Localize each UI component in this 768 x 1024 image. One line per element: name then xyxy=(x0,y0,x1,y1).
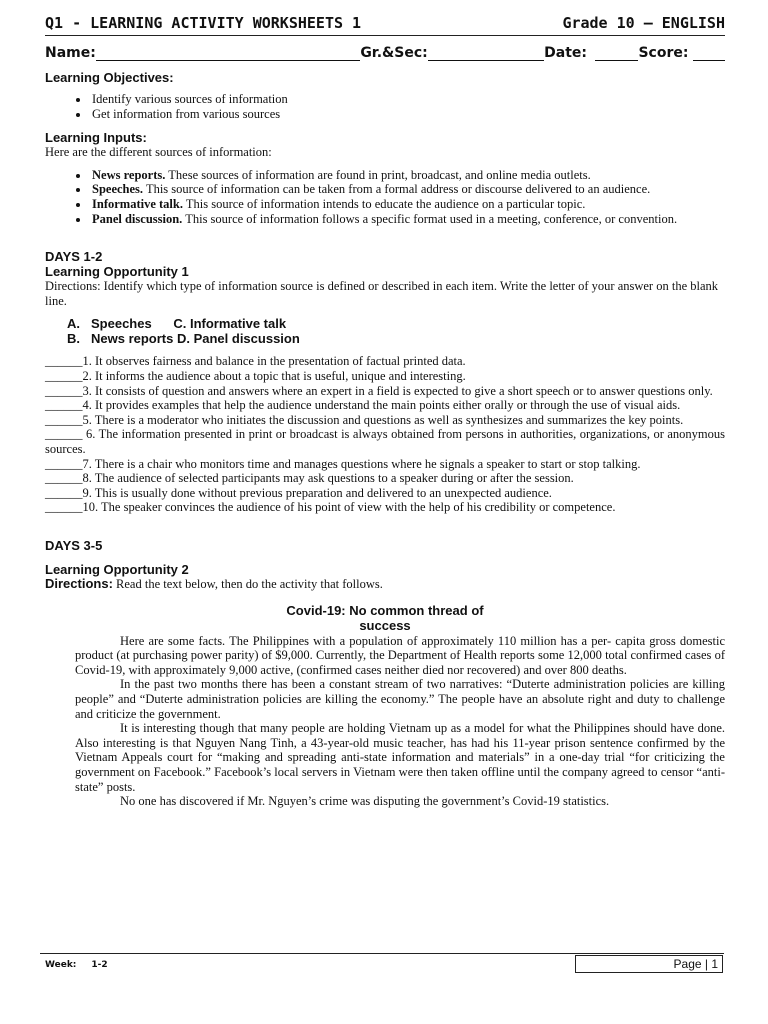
question-item[interactable]: ______3. It consists of question and answers where an expert in a field is expected to give a short speech or to answer questions only. xyxy=(45,383,713,398)
worksheet-page xyxy=(45,14,725,809)
week-value: 1-2 xyxy=(91,960,108,970)
learning-opportunity-1-heading: Learning Opportunity 1 xyxy=(45,264,189,280)
question-item[interactable]: ______9. This is usually done without previous preparation and delivered to an unexpected audience. xyxy=(45,485,552,500)
student-info-row xyxy=(45,45,725,61)
objective-item: • Identify various sources of information xyxy=(90,92,725,107)
source-desc: This source of information follows a specific format used in a meeting, conference, or convention. xyxy=(182,211,678,226)
essay-title-line: Covid-19: No common thread of xyxy=(286,603,484,619)
essay-title-line: success xyxy=(359,618,411,634)
source-item xyxy=(90,168,725,183)
name-label: Name: xyxy=(45,45,96,61)
page-number-box xyxy=(575,955,723,973)
source-term: Informative talk. xyxy=(92,196,183,211)
question-item[interactable]: ______7. There is a chair who monitors time and manages questions where he signals a speaker to start or stop talking. xyxy=(45,456,641,471)
directions-label: Directions: xyxy=(45,575,113,591)
lo1-directions: Directions: Identify which type of information source is defined or described in each item. Write the letter of your answer on the blank line. xyxy=(45,279,719,308)
essay-title xyxy=(45,604,725,633)
essay-paragraph: No one has discovered if Mr. Nguyen’s crime was disputing the government’s Covid-19 statistics. xyxy=(120,794,610,809)
question-item[interactable]: ______1. It observes fairness and balance in the presentation of factual printed data. xyxy=(45,354,466,369)
choice-letter: A. xyxy=(67,316,80,332)
objective-item: • Get information from various sources xyxy=(90,107,725,122)
essay-paragraph: Here are some facts. The Philippines with a population of approximately 110 million has a per- capita gross domestic product (at purchasing power parity) of $9,000. Currently, the Department of Health reports some 12,000 total confirmed cases of Covid-19, with approximately 9,000 active, (confirmed cases neither died nor recovered) and over 800 deaths. xyxy=(75,633,725,677)
question-item[interactable]: ______2. It informs the audience about a topic that is useful, unique and interesting. xyxy=(45,368,466,383)
inputs-intro: Here are the different sources of information: xyxy=(45,145,272,160)
date-blank[interactable] xyxy=(595,46,638,61)
essay-body xyxy=(45,634,725,809)
worksheet-title: Q1 - LEARNING ACTIVITY WORKSHEETS 1 xyxy=(45,14,362,32)
date-label: Date: xyxy=(544,45,588,61)
source-item xyxy=(90,182,725,197)
source-item xyxy=(90,212,725,227)
answer-choices xyxy=(45,316,725,346)
source-desc: This source of information can be taken from a formal address or discourse delivered to an audience. xyxy=(143,182,651,197)
choice-row-a xyxy=(67,316,725,331)
question-item[interactable]: ______10. The speaker convinces the audience of his point of view with the help of his credibility or competence. xyxy=(45,500,616,515)
lo2-directions xyxy=(45,577,725,592)
days-3-5-heading: DAYS 3-5 xyxy=(45,537,103,553)
objectives-list xyxy=(45,92,725,121)
sources-list xyxy=(45,168,725,226)
days-1-2-heading: DAYS 1-2 xyxy=(45,249,103,265)
score-label: Score: xyxy=(638,45,689,61)
essay-paragraph: It is interesting though that many people are holding Vietnam up as a model for what the Philippines should have done. Also interesting is that Nguyen Nang Tinh, a 43-year-old music teacher, has had his 11-year prison sentence confirmed by the Vietnam Appeals court for “making and spreading anti-state information and materials” in a one-day trial “for criticizing the government on Facebook.” Facebook’s local servers in Vietnam were then taken offline until the company agreed to censor “anti-state” posts. xyxy=(75,721,725,794)
grade-subject: Grade 10 – ENGLISH xyxy=(562,14,725,32)
choice-letter: B. xyxy=(67,331,80,347)
source-term: Speeches. xyxy=(92,182,144,197)
learning-opportunity-2-heading: Learning Opportunity 2 xyxy=(45,561,189,577)
inputs-heading: Learning Inputs: xyxy=(45,130,147,146)
week-indicator xyxy=(45,960,108,970)
source-item xyxy=(90,197,725,212)
question-item[interactable]: ______5. There is a moderator who initiates the discussion and questions as well as synthesizes and summarizes the key points. xyxy=(45,412,684,427)
choice-text: Speeches C. Informative talk xyxy=(91,316,287,332)
question-item[interactable]: ______ 6. The information presented in print or broadcast is always obtained from persons in authorities, organizations, or anonymous sources. xyxy=(45,427,725,456)
question-item[interactable]: ______8. The audience of selected participants may ask questions to a speaker during or after the session. xyxy=(45,471,574,486)
grsec-label: Gr.&Sec: xyxy=(360,45,428,61)
essay-paragraph: In the past two months there has been a constant stream of two narratives: “Duterte administration policies are killing people” and “Duterte administration policies are killing the economy.” The people have an absolute right and duty to challenge and criticize the government. xyxy=(75,677,725,721)
name-blank[interactable] xyxy=(96,46,360,61)
objectives-heading: Learning Objectives: xyxy=(45,70,174,85)
source-term: News reports. xyxy=(92,167,166,182)
source-term: Panel discussion. xyxy=(92,211,183,226)
choice-text: News reports D. Panel discussion xyxy=(91,331,300,347)
footer-divider xyxy=(40,953,724,954)
lo1-items xyxy=(45,354,725,515)
week-label: Week: xyxy=(45,960,77,970)
source-desc: These sources of information are found in print, broadcast, and online media outlets. xyxy=(165,167,591,182)
choice-row-b xyxy=(67,331,725,346)
worksheet-header xyxy=(45,14,725,36)
question-item[interactable]: ______4. It provides examples that help the audience understand the main points either orally or through the use of visual aids. xyxy=(45,398,681,413)
score-blank[interactable] xyxy=(693,46,725,61)
page-number: Page | 1 xyxy=(673,957,718,971)
grsec-blank[interactable] xyxy=(428,46,544,61)
directions-text: Read the text below, then do the activity that follows. xyxy=(112,576,383,591)
source-desc: This source of information intends to educate the audience on a particular topic. xyxy=(182,196,586,211)
